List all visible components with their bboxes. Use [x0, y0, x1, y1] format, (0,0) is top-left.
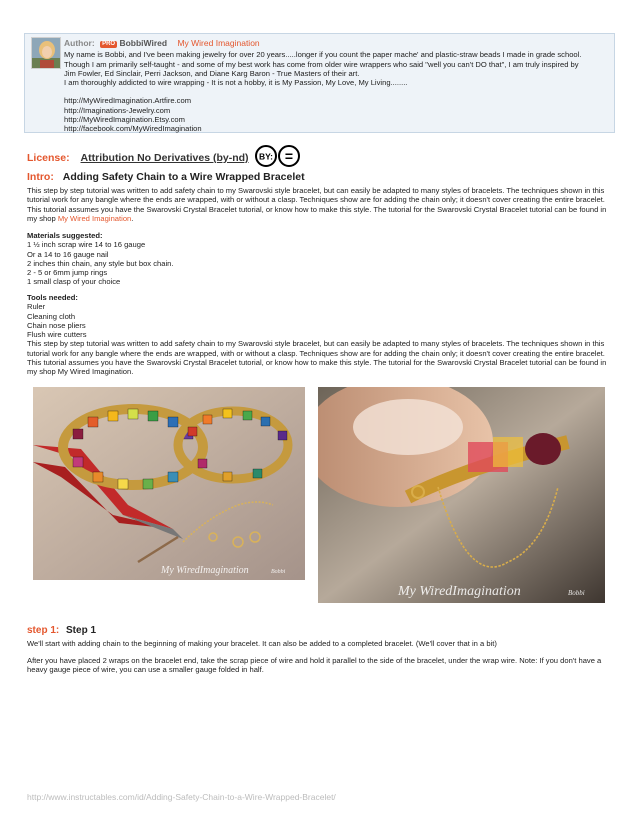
- step1-paragraph: We'll start with adding chain to the beginning of making your bracelet. It can also be added to a completed bracelet. (We'll cover that in a bit): [27, 639, 497, 648]
- author-link[interactable]: http://Imaginations-Jewelry.com: [64, 105, 171, 115]
- signature-text: Bobbi: [568, 589, 585, 597]
- svg-text:BY:: BY:: [259, 151, 274, 162]
- material-item: 1 ½ inch scrap wire 14 to 16 gauge: [27, 240, 146, 250]
- author-site-link[interactable]: My Wired Imagination: [177, 38, 260, 48]
- intro-title: Adding Safety Chain to a Wire Wrapped Bracelet: [62, 171, 305, 183]
- bio-line: I am thoroughly addicted to wire wrapping - It is not a hobby, it is My Passion, My Love, My Living........: [64, 78, 408, 88]
- author-bio: [64, 50, 612, 87]
- photo-bracelet-closeup[interactable]: [318, 387, 605, 603]
- tools-section: [27, 293, 615, 376]
- signature-text: Bobbi: [271, 569, 286, 575]
- pro-badge: PRO: [102, 41, 116, 47]
- materials-section: [27, 231, 615, 287]
- author-links: [64, 96, 612, 133]
- author-box: [24, 33, 615, 133]
- material-item: 1 small clasp of your choice: [27, 277, 121, 287]
- author-info: [64, 38, 612, 133]
- author-link[interactable]: http://MyWiredImagination.Etsy.com: [64, 114, 185, 124]
- step1-title: Step 1: [66, 625, 97, 636]
- tool-item: Flush wire cutters: [27, 330, 87, 339]
- photo-bracelets-pliers[interactable]: [33, 387, 305, 580]
- intro-period: .: [131, 213, 134, 223]
- author-link[interactable]: http://MyWiredImagination.Artfire.com: [64, 96, 192, 106]
- tools-title: Tools needed:: [27, 293, 78, 302]
- intro-paragraph: [27, 186, 615, 223]
- bio-line: Though I am primarily self-taught - and some of my best work has come from older wire wrappers who said "well you can't DO that", I am truly inspired by: [64, 59, 579, 69]
- watermark-text: My WiredImagination: [161, 565, 249, 576]
- author-link[interactable]: http://facebook.com/MyWiredImagination: [64, 124, 202, 134]
- cc-by-nd-icon[interactable]: [255, 145, 301, 171]
- watermark-text: My WiredImagination: [398, 584, 521, 599]
- bio-line: Jim Fowler, Ed Sinclair, Perri Jackson, and Diane Karg Baron - True Masters of their art.: [64, 68, 360, 78]
- step1-label: step 1:: [27, 625, 60, 636]
- step1-paragraph: After you have placed 2 wraps on the bracelet end, take the scrap piece of wire and hold it parallel to the side of the bracelet, under the wrap wire. Note: If you don't have a heavy gauge piece of wire, you can use a smaller gauge folded in half.: [27, 656, 602, 675]
- license-label: License:: [27, 152, 70, 164]
- license-link[interactable]: Attribution No Derivatives (by-nd): [80, 152, 249, 164]
- material-item: 2 inches thin chain, any style but box chain.: [27, 258, 174, 268]
- author-label: Author:: [64, 38, 95, 48]
- license-row: [27, 145, 427, 171]
- author-name-link[interactable]: BobbiWired: [119, 38, 168, 48]
- repeat-paragraph: This step by step tutorial was written to add safety chain to my Swarovski style bracelet, but can easily be adapted to many styles of bracelets. The techniques shown in this tutorial work for any bangle where the ends are wrapped, with or without a clasp. Techniques show are for adding the chain only; it doesn't cover creating the entire bracelet. This tutorial assumes you have the Swarovski Crystal Bracelet tutorial, or know how to make this style. The tutorial for the Swarovski Crystal Bracelet tutorial can be found in my shop My Wired Imagination.: [27, 339, 607, 376]
- materials-title: Materials suggested:: [27, 231, 103, 240]
- intro-label: Intro:: [27, 171, 54, 183]
- footer-url[interactable]: http://www.instructables.com/id/Adding-Safety-Chain-to-a-Wire-Wrapped-Bracelet/: [27, 792, 336, 802]
- tool-item: Ruler: [27, 302, 46, 312]
- material-item: Or a 14 to 16 gauge nail: [27, 249, 109, 259]
- step1-heading: [27, 625, 96, 637]
- shop-link[interactable]: My Wired Imagination: [57, 213, 132, 223]
- author-avatar[interactable]: [31, 37, 61, 69]
- tool-item: Cleaning cloth: [27, 311, 76, 321]
- intro-text: This step by step tutorial was written to add safety chain to my Swarovski style bracelet, but can easily be adapted to many styles of bracelets. The techniques shown in this tutorial work for any bangle where the ends are wrapped, with or without a clasp. Techniques show are for adding the chain only; it doesn't cover creating the entire bracelet. This tutorial assumes you have the Swarovski Crystal Bracelet tutorial, or know how to make this style. The tutorial for the Swarovski Crystal Bracelet tutorial can be found in my shop: [27, 186, 607, 223]
- author-line: [64, 38, 612, 48]
- svg-text:=: =: [285, 148, 294, 164]
- bio-line: My name is Bobbi, and I've been making jewelry for over 20 years.....longer if you count the paper mache' and plastic-straw beads I made in grade school.: [64, 50, 582, 60]
- material-item: 2 - 5 or 6mm jump rings: [27, 268, 108, 277]
- tool-item: Chain nose pliers: [27, 320, 86, 330]
- intro-heading: [27, 171, 617, 184]
